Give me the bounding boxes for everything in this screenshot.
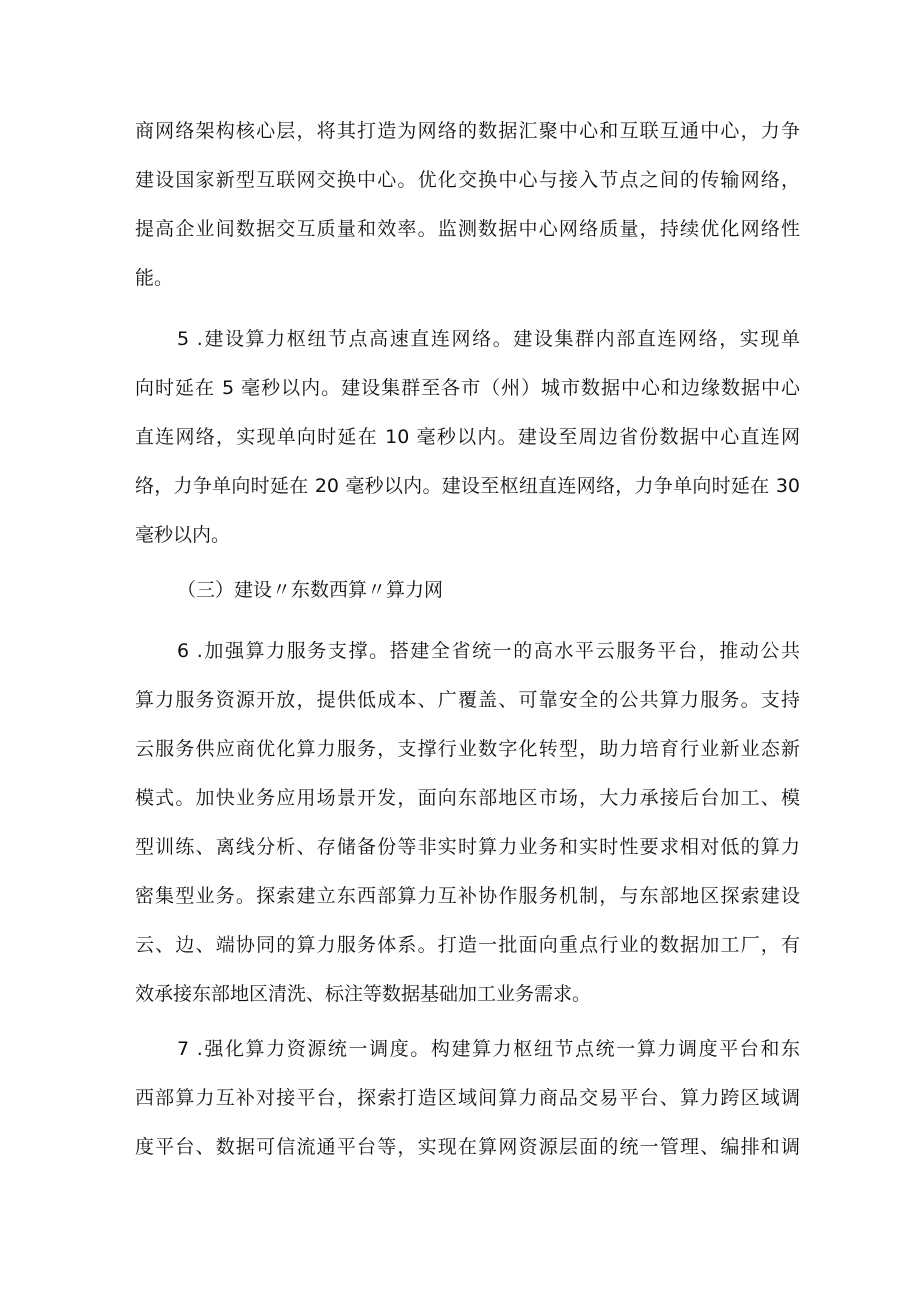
text-line: 算力服务资源开放，提供低成本、广覆盖、可靠安全的公共算力服务。支持 (135, 689, 800, 711)
text-line: 度平台、数据可信流通平台等，实现在算网资源层面的统一管理、编排和调 (135, 1136, 800, 1158)
text-line: 云服务供应商优化算力服务，支撑行业数字化转型，助力培育行业新业态新 (135, 738, 800, 760)
section-heading (135, 566, 800, 615)
text-line: 络，力争单向时延在 20 毫秒以内。建设至枢纽直连网络，力争单向时延在 30 (135, 475, 800, 497)
text-line: 5 .建设算力枢纽节点高速直连网络。建设集群内部直连网络，实现单 (177, 328, 800, 350)
text-line: 提高企业间数据交互质量和效率。监测数据中心网络质量，持续优化网络性 (135, 218, 800, 240)
text-line: 建设国家新型互联网交换中心。优化交换中心与接入节点之间的传输网络， (135, 169, 800, 191)
text-line: 直连网络，实现单向时延在 10 毫秒以内。建设至周边省份数据中心直连网 (135, 426, 800, 448)
text-line: 云、边、端协同的算力服务体系。打造一批面向重点行业的数据加工厂，有 (135, 934, 800, 956)
heading-text: （三）建设〃东数西算〃算力网 (177, 579, 444, 601)
text-line: 密集型业务。探索建立东西部算力互补协作服务机制，与东部地区探索建设 (135, 885, 800, 907)
text-line: 商网络架构核心层，将其打造为网络的数据汇聚中心和互联互通中心，力争 (135, 120, 800, 142)
text-line: 7 .强化算力资源统一调度。构建算力枢纽节点统一算力调度平台和东 (177, 1038, 800, 1060)
text-line: 西部算力互补对接平台，探索打造区域间算力商品交易平台、算力跨区域调 (135, 1087, 800, 1109)
text-line: 6 .加强算力服务支撑。搭建全省统一的高水平云服务平台，推动公共 (177, 640, 800, 662)
text-line: 向时延在 5 毫秒以内。建设集群至各市（州）城市数据中心和边缘数据中心 (135, 377, 800, 399)
paragraph-item-7 (135, 1025, 800, 1172)
text-line: 能。 (135, 267, 174, 289)
text-line: 毫秒以内。 (135, 524, 231, 546)
paragraph-item-5 (135, 315, 800, 560)
text-line: 效承接东部地区清洗、标注等数据基础加工业务需求。 (135, 983, 592, 1005)
text-line: 型训练、离线分析、存储备份等非实时算力业务和实时性要求相对低的算力 (135, 836, 800, 858)
paragraph-network-core (135, 107, 800, 303)
text-line: 模式。加快业务应用场景开发，面向东部地区市场，大力承接后台加工、模 (135, 787, 800, 809)
paragraph-item-6 (135, 627, 800, 1019)
